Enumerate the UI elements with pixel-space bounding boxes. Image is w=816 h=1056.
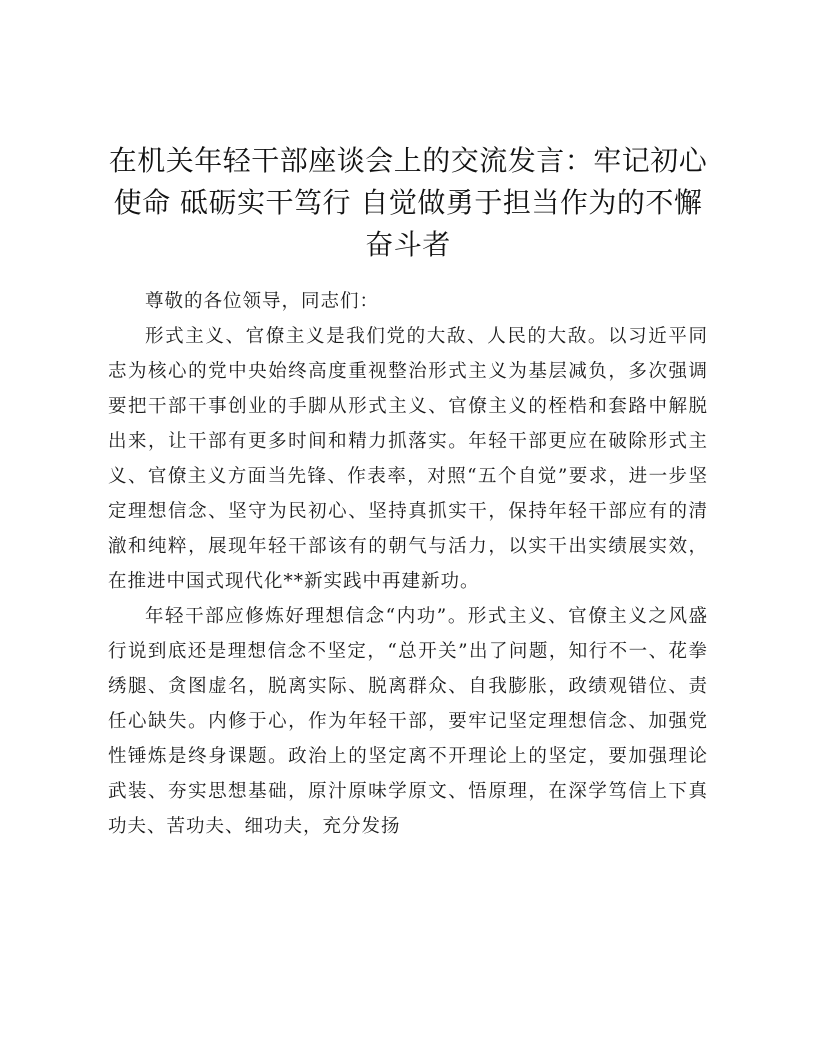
body-paragraph-2: 年轻干部应修炼好理想信念“内功”。形式主义、官僚主义之风盛行说到底还是理想信念不坚定，“总开关”出了问题，知行不一、花拳绣腿、贪图虚名，脱离实际、脱离群众、自我膨胀，政绩观错位、责任心缺失。内修于心，作为年轻干部，要牢记坚定理想信念、加强党性锤炼是终身课题。政治上的坚定离不开理论上的坚定，要加强理论武装、夯实思想基础，原汁原味学原文、悟原理，在深学笃信上下真功夫、苦功夫、细功夫，充分发扬	[108, 606, 708, 837]
body-paragraph-1: 形式主义、官僚主义是我们党的大敌、人民的大敌。以习近平同志为核心的党中央始终高度重视整治形式主义为基层减负，多次强调要把干部干事创业的手脚从形式主义、官僚主义的桎梏和套路中解脱出来，让干部有更多时间和精力抓落实。年轻干部更应在破除形式主义、官僚主义方面当先锋、作表率，对照“五个自觉”要求，进一步坚定理想信念、坚守为民初心、坚持真抓实干，保持年轻干部应有的清澈和纯粹，展现年轻干部该有的朝气与活力，以实干出实绩展实效，在推进中国式现代化**新实践中再建新功。	[108, 326, 708, 592]
salutation: 尊敬的各位领导，同志们：	[145, 291, 380, 312]
document-title: 在机关年轻干部座谈会上的交流发言：牢记初心使命 砥砺实干笃行 自觉做勇于担当作为的不懈奋斗者	[108, 144, 708, 261]
document-body	[108, 284, 708, 844]
